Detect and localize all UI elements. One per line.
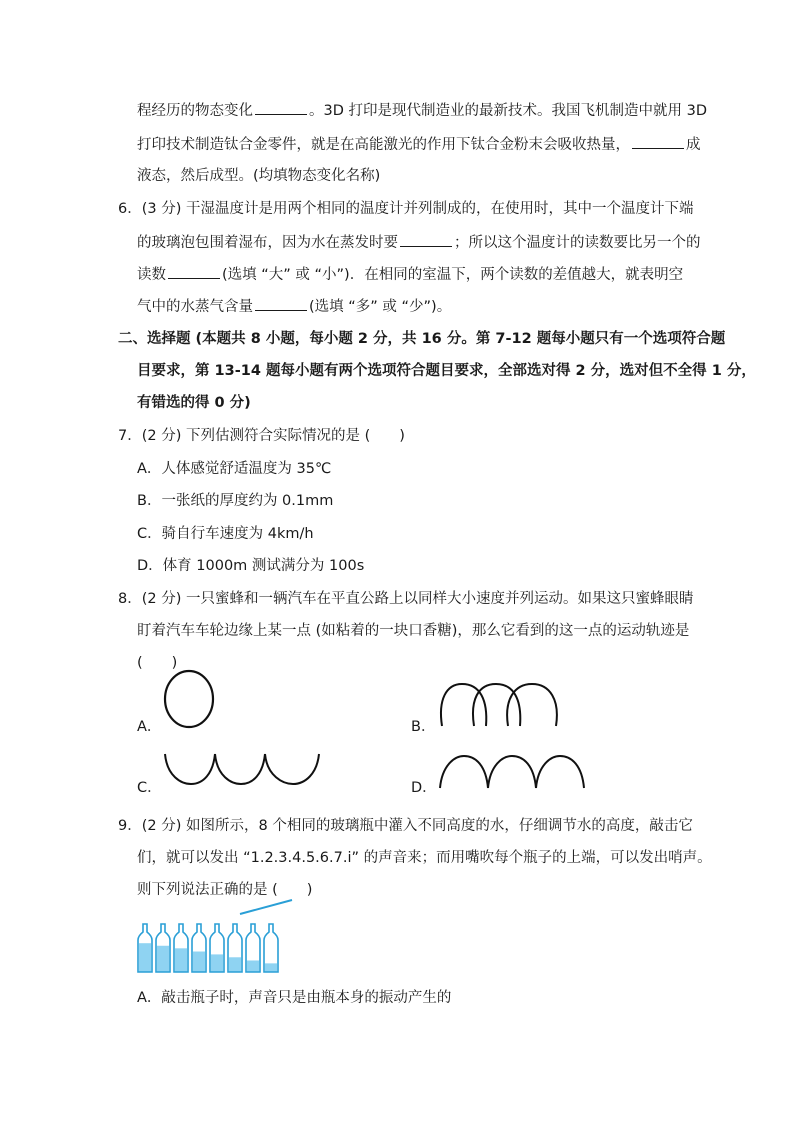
bottle-water [265,963,277,972]
q9-option-a[interactable]: A．敲击瓶子时，声音只是由瓶本身的振动产生的 [137,990,452,1006]
section-heading-line-2: 目要求，第 13-14 题每小题有两个选项符合题目要求，全部选对得 2 分，选对但不全得 1 分， [137,363,756,379]
q8-stem: 8．(2 分) 一只蜜蜂和一辆汽车在平直公路上以同样大小速度并列运动。如果这只蜜蜂眼睛 [118,591,694,607]
bottle-water [193,952,205,972]
q9-line-3: 则下列说法正确的是 ( ) [137,882,313,898]
trajectory-b-overlapping-loops-diagram [438,680,562,728]
q9-stem: 9．(2 分) 如图所示，8 个相同的玻璃瓶中灌入不同高度的水，仔细调节水的高度，敲击它 [118,818,693,834]
bottle-water [247,960,259,972]
q6-stem: 6．(3 分) 干湿温度计是用两个相同的温度计并列制成的，在使用时，其中一个温度计下端 [118,201,694,217]
bottle-water [139,943,151,972]
bottle-water [229,957,241,972]
q8-line-2: 盯着汽车车轮边缘上某一点 (如粘着的一块口香糖)，那么它看到的这一点的运动轨迹是 [137,623,690,639]
bottle [138,924,152,972]
bottle [246,924,260,972]
section-heading-line-1: 二、选择题 (本题共 8 小题，每小题 2 分，共 16 分。第 7-12 题每小题只有一个选项符合题 [118,331,726,347]
striking-stick [240,900,292,914]
glass-bottles-figure [136,896,296,976]
q7-option-a[interactable]: A．人体感觉舒适温度为 35℃ [137,461,332,477]
answer-blank[interactable] [632,134,684,149]
q7-stem: 7．(2 分) 下列估测符合实际情况的是 ( ) [118,428,405,444]
answer-blank[interactable] [255,296,307,311]
q7-option-c[interactable]: C．骑自行车速度为 4km/h [137,526,314,542]
trajectory-a-circle-diagram [163,669,215,729]
answer-blank[interactable] [168,264,220,279]
trajectory-d-cycloid-up-diagram [438,752,588,790]
q6-line-3: 读数 (选填 “大” 或 “小”)．在相同的室温下，两个读数的差值越大，就表明空 [137,264,683,285]
q9-line-2: 们，就可以发出 “1.2.3.4.5.6.7.i” 的声音来；而用嘴吹每个瓶子的上端，可以发出哨声。 [137,850,712,866]
q7-option-d[interactable]: D．体育 1000m 测试满分为 100s [137,558,365,574]
bottle [174,924,188,972]
bottle-water [157,946,169,972]
trajectory-c-cycloid-down-diagram [163,752,323,786]
q5-line-1: 程经历的物态变化 。3D 打印是现代制造业的最新技术。我国飞机制造中就用 3D [137,100,707,121]
q5-line-3: 液态，然后成型。(均填物态变化名称) [137,168,381,184]
bottle [156,924,170,972]
q8-line-3: ( ) [137,655,178,671]
section-heading-line-3: 有错选的得 0 分) [137,395,251,411]
bottle-water [211,954,223,972]
bottle-water [175,948,187,972]
q7-option-b[interactable]: B．一张纸的厚度约为 0.1mm [137,493,334,509]
bottle [210,924,224,972]
bottle [228,924,242,972]
answer-blank[interactable] [255,100,307,115]
q8-option-c-label[interactable]: C． [137,780,162,796]
answer-blank[interactable] [400,232,452,247]
q8-option-a-label[interactable]: A． [137,719,162,735]
q8-option-d-label[interactable]: D． [411,780,437,796]
bottle [192,924,206,972]
bottle [264,924,278,972]
q6-line-2: 的玻璃泡包围着湿布，因为水在蒸发时要 ；所以这个温度计的读数要比另一个的 [137,232,701,253]
q6-line-4: 气中的水蒸气含量 (选填 “多” 或 “少”)。 [137,296,451,317]
q8-option-b-label[interactable]: B． [411,719,436,735]
q5-line-2: 打印技术制造钛合金零件，就是在高能激光的作用下钛合金粉末会吸收热量， 成 [137,134,701,155]
